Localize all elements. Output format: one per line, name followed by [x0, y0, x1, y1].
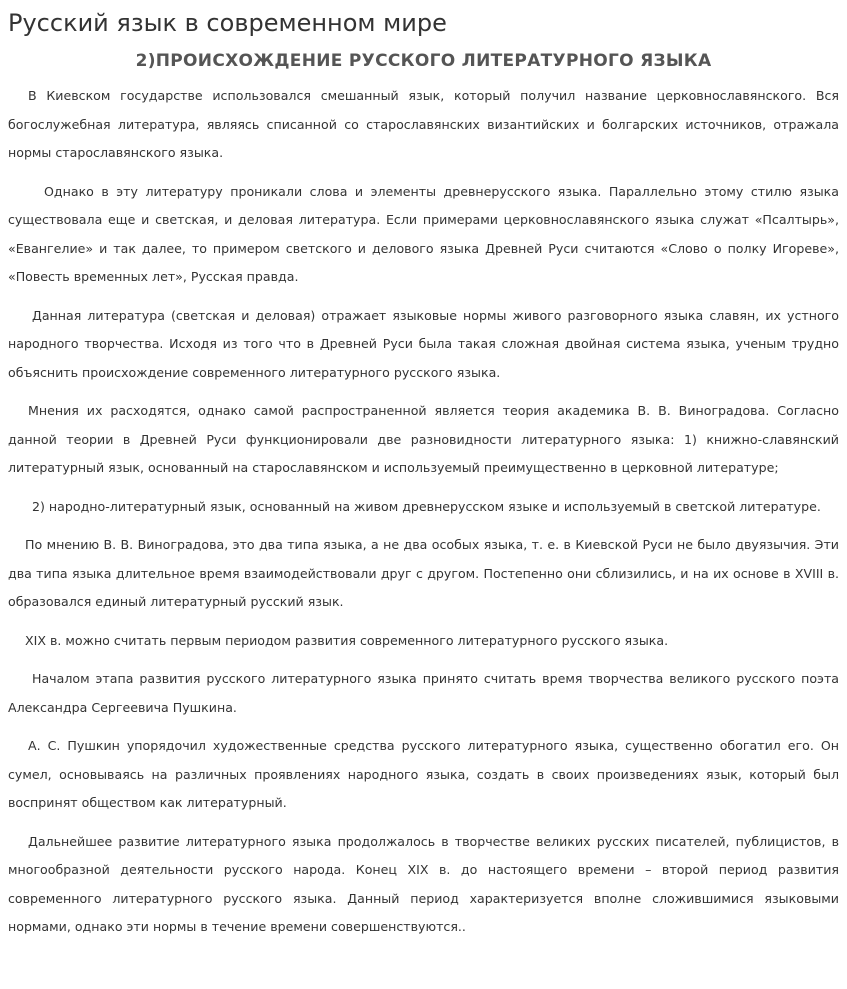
paragraph: 2) народно-литературный язык, основанный на живом древнерусском языке и используемый в светской литературе. — [32, 498, 821, 514]
paragraph: А. С. Пушкин упорядочил художественные средства русского литературного языка, существенно обогатил его. Он сумел, основываясь на различных проявлениях народного языка, создать в своих произведениях язык, который был воспринят обществом как литературный. — [8, 738, 839, 810]
paragraph: Данная литература (светская и деловая) отражает языковые нормы живого разговорного языка славян, их устного народного творчества. Исходя из того что в Древней Руси была такая сложная двойная система языка, ученым трудно объяснить происхождение современного литературного русского языка. — [8, 307, 839, 380]
section-title: 2)ПРОИСХОЖДЕНИЕ РУССКОГО ЛИТЕРАТУРНОГО ЯЗЫКА — [135, 51, 712, 71]
paragraph: XIX в. можно считать первым периодом развития современного литературного русского языка. — [25, 632, 669, 648]
paragraph: В Киевском государстве использовался смешанный язык, который получил название церковнославянского. Вся богослужебная литература, являясь списанной со старославянских византийских и болгарских источников, отражала нормы старославянского языка. — [8, 88, 839, 160]
paragraph: Дальнейшее развитие литературного языка продолжалось в творчестве великих русских писателей, публицистов, в многообразной деятельности русского народа. Конец XIX в. до настоящего времени – второй период развития современного литературного русского языка. Данный период характеризуется вполне сложившимися языковыми нормами, однако эти нормы в течение времени совершенствуются.. — [8, 833, 839, 934]
article-body — [8, 82, 839, 942]
page-title: Русский язык в современном мире — [8, 9, 447, 37]
paragraph: По мнению В. В. Виноградова, это два типа языка, а не два особых языка, т. е. в Киевской Руси не было двуязычия. Эти два типа языка длительное время взаимодействовали друг с другом. Постепенно они сблизились, и на их основе в XVIII в. образовался единый литературный русский язык. — [8, 537, 839, 609]
paragraph: Мнения их расходятся, однако самой распространенной является теория академика В. В. Виноградова. Согласно данной теории в Древней Руси функционировали две разновидности литературного языка: 1) книжно-славянский литературный язык, основанный на старославянском и используемый преимущественно в церковной литературе; — [8, 403, 839, 475]
paragraph: Однако в эту литературу проникали слова и элементы древнерусского языка. Параллельно этому стилю языка существовала еще и светская, и деловая литература. Если примерами церковнославянского языка служат «Псалтырь», «Евангелие» и так далее, то примером светского и делового языка Древней Руси считаются «Слово о полку Игореве», «Повесть временных лет», Русская правда. — [8, 183, 839, 284]
paragraph: Началом этапа развития русского литературного языка принято считать время творчества великого русского поэта Александра Сергеевича Пушкина. — [8, 671, 839, 715]
